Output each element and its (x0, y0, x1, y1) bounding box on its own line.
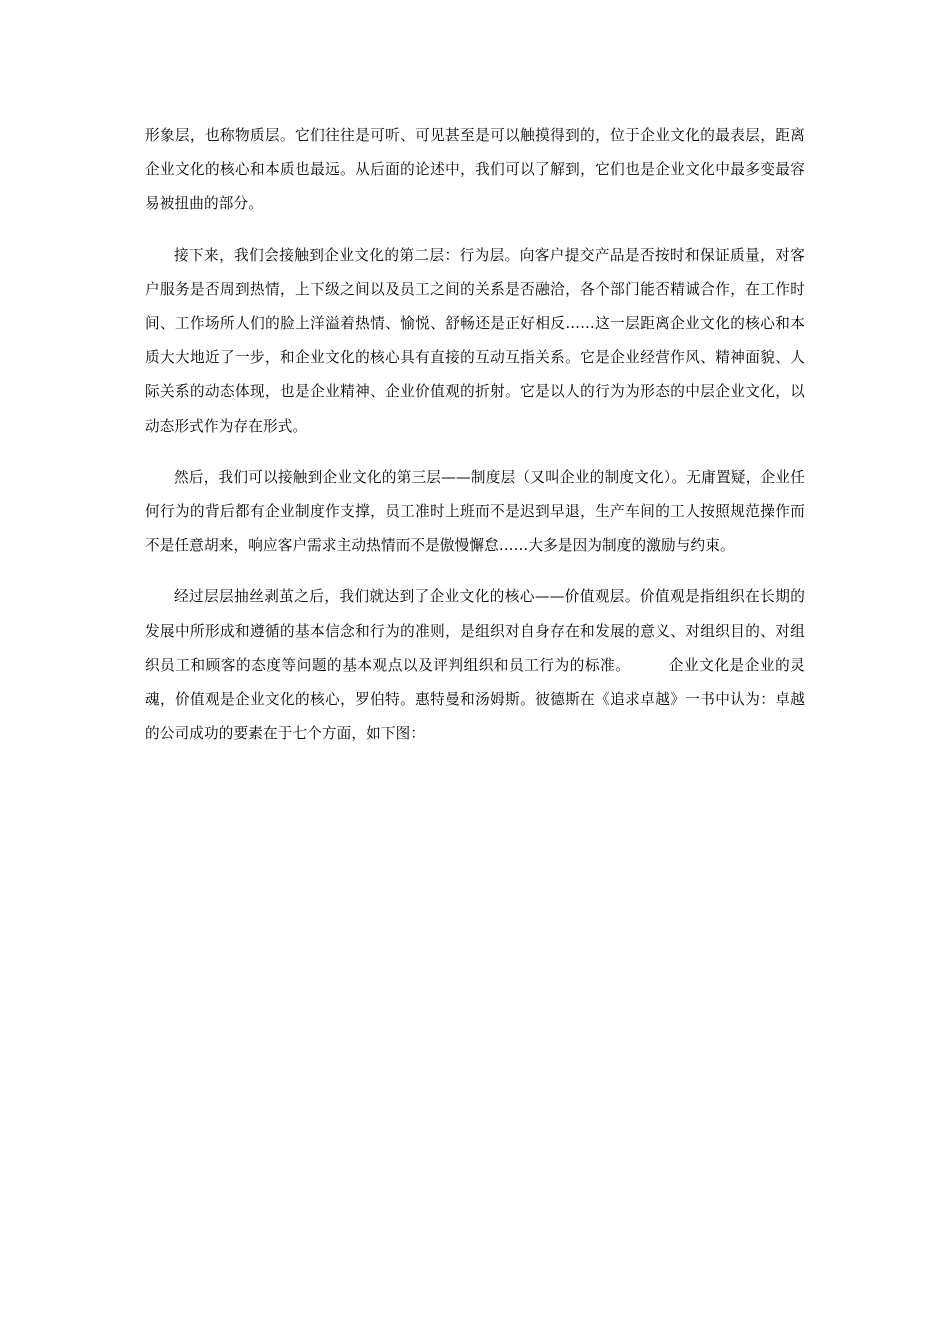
paragraph-image-layer: 形象层，也称物质层。它们往往是可听、可见甚至是可以触摸得到的，位于企业文化的最表层，距离企业文化的核心和本质也最远。从后面的论述中，我们可以了解到，它们也是企业文化中最多变最容易被扭曲的部分。 (145, 127, 805, 213)
document-body (145, 119, 805, 768)
paragraph-value-layer-text: 经过层层抽丝剥茧之后，我们就达到了企业文化的核心——价值观层。价值观是指组织在长期的发展中所形成和遵循的基本信念和行为的准则，是组织对自身存在和发展的意义、对组织目的、对组织员工和顾客的态度等问题的基本观点以及评判组织和员工行为的标准。 (145, 588, 805, 674)
paragraph-value-layer-continuation: 企业文化是企业的灵魂，价值观是企业文化的核心，罗伯特。惠特曼和汤姆斯。彼德斯在《追求卓越》一书中认为：卓越的公司成功的要素在于七个方面，如下图： (145, 656, 805, 743)
paragraph-system-layer: 然后，我们可以接触到企业文化的第三层——制度层（又叫企业的制度文化）。无庸置疑，企业任何行为的背后都有企业制度作支撑，员工准时上班而不是迟到早退，生产车间的工人按照规范操作而不是任意胡来，响应客户需求主动热情而不是傲慢懈怠……大多是因为制度的激励与约束。 (145, 468, 805, 555)
paragraph-behavior-layer: 接下来，我们会接触到企业文化的第二层：行为层。向客户提交产品是否按时和保证质量，对客户服务是否周到热情，上下级之间以及员工之间的关系是否融洽，各个部门能否精诚合作，在工作时间、工作场所人们的脸上洋溢着热情、愉悦、舒畅还是正好相反……这一层距离企业文化的核心和本质大大地近了一步，和企业文化的核心具有直接的互动互指关系。它是企业经营作风、精神面貌、人际关系的动态体现，也是企业精神、企业价值观的折射。它是以人的行为为形态的中层企业文化，以动态形式作为存在形式。 (145, 246, 805, 435)
paragraph-value-layer (145, 580, 805, 751)
